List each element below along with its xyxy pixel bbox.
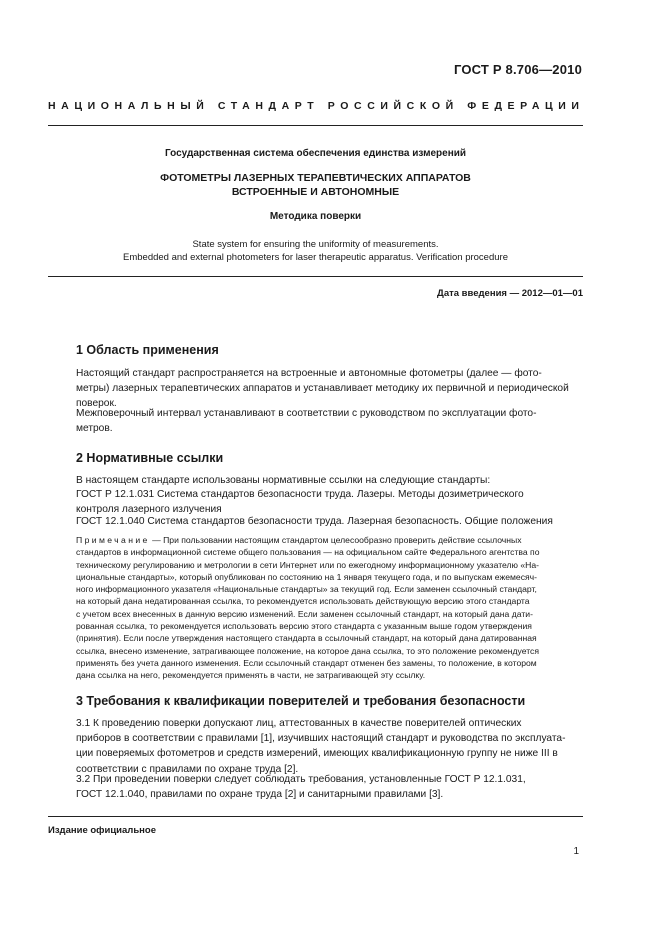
note-text: — При пользовании настоящим стандартом целесообразно проверить действие ссылочных <box>149 535 522 545</box>
system-title: Государственная система обеспечения единства измерений <box>164 148 467 159</box>
text-line: применять без учета данного изменения. Если ссылочный стандарт отменен без замены, то положение, в котором <box>76 657 537 668</box>
text-line: 3.1 К проведению поверки допускают лиц, аттестованных в качестве поверителей оптических <box>76 718 522 729</box>
text-line: Межповерочный интервал устанавливают в соответствии с руководством по эксплуатации фото- <box>76 408 537 419</box>
text-line: на который дана недатированная ссылка, то рекомендуется использовать действующую версию этого стандарта <box>76 596 530 607</box>
introduction-date: Дата введения — 2012—01—01 <box>437 288 583 299</box>
english-title-line-2: Embedded and external photometers for laser therapeutic apparatus. Verification procedure <box>123 252 508 263</box>
text-line: с учетом всех внесенных в данную версию изменений. Если заменен ссылочный стандарт, на который дана дати- <box>76 608 533 619</box>
section-1-paragraph-1 <box>76 366 582 412</box>
text-line: контроля лазерного излучения <box>76 504 222 516</box>
section-2-intro <box>76 473 582 488</box>
text-line: стандартов в информационной системе общего пользования — на официальном сайте Федерального агентства по <box>76 547 540 558</box>
text-line: В настоящем стандарте использованы нормативные ссылки на следующие стандарты: <box>76 475 491 486</box>
section-2-heading: 2 Нормативные ссылки <box>76 451 224 465</box>
text-line: Настоящий стандарт распространяется на встроенные и автономные фотометры (далее — фото- <box>76 368 542 379</box>
footer-divider <box>48 816 583 817</box>
text-line: приборов в соответствии с правилами [1], изучивших настоящий стандарт и руководства по эксплуата- <box>76 733 566 745</box>
text-line: техническому регулированию и метрологии в сети Интернет или по ежегодному информационному указателю «На- <box>76 559 540 570</box>
text-line: ГОСТ 12.1.040 Система стандартов безопасности труда. Лазерная безопасность. Общие положения <box>76 516 553 527</box>
main-title-line-1: ФОТОМЕТРЫ ЛАЗЕРНЫХ ТЕРАПЕВТИЧЕСКИХ АППАРАТОВ <box>160 172 471 184</box>
official-edition-label: Издание официальное <box>48 825 156 836</box>
section-3-paragraph-1 <box>76 716 582 777</box>
title-divider <box>48 276 583 277</box>
method-subtitle: Методика поверки <box>269 211 362 222</box>
reference-gost-12-1-040 <box>76 514 582 529</box>
text-line: циональные стандарты», который опубликован по состоянию на 1 января текущего года, и по выпускам ежемесяч- <box>76 571 537 582</box>
english-title-line-1: State system for ensuring the uniformity of measurements. <box>192 239 439 250</box>
text-line: ГОСТ Р 12.1.031 Система стандартов безопасности труда. Лазеры. Методы дозиметрического <box>76 489 524 500</box>
text-line: соответствии с правилами по охране труда [2]. <box>76 763 299 775</box>
text-line: (принятия). Если после утверждения настоящего стандарта в ссылочный стандарт, на который дана датированная <box>76 633 537 644</box>
text-line: ции поверяемых фотометров и средств измерений, имеющих квалификационную группу не ниже III в <box>76 748 558 760</box>
reference-gost-r-12-1-031 <box>76 487 582 517</box>
national-standard-banner: НАЦИОНАЛЬНЫЙ СТАНДАРТ РОССИЙСКОЙ ФЕДЕРАЦИИ <box>48 100 585 112</box>
text-line: ссылка, внесено изменение, затрагивающее положение, на которое дана ссылка, то это положение рекомендуется <box>76 645 539 656</box>
document-code: ГОСТ Р 8.706—2010 <box>453 62 582 77</box>
note-block <box>76 534 582 682</box>
note-label: Примечание <box>76 535 150 545</box>
text-line: рованная ссылка, то рекомендуется использовать версию этого стандарта с указанным выше годом утверждения <box>76 621 532 632</box>
section-3-paragraph-2 <box>76 772 582 802</box>
text-line: ГОСТ 12.1.040, правилами по охране труда [2] и санитарными правилами [3]. <box>76 789 444 801</box>
section-1-paragraph-2 <box>76 406 582 436</box>
page-number: 1 <box>573 846 579 857</box>
main-title-line-2: ВСТРОЕННЫЕ И АВТОНОМНЫЕ <box>231 186 400 198</box>
text-line: дана ссылка на него, рекомендуется применять в части, не затрагивающей эту ссылку. <box>76 670 426 681</box>
text-line <box>76 534 582 546</box>
section-3-heading: 3 Требования к квалификации поверителей и требования безопасности <box>76 694 526 708</box>
text-line: поверок. <box>76 398 117 410</box>
text-line: 3.2 При проведении поверки следует соблюдать требования, установленные ГОСТ Р 12.1.031, <box>76 774 526 785</box>
text-line: ного информационного указателя «Национальные стандарты» за текущий год. Если заменен ссылочный стандарт, <box>76 584 537 595</box>
text-line: метры) лазерных терапевтических аппаратов и устанавливает методику их первичной и периодической <box>76 383 569 395</box>
text-line: метров. <box>76 423 113 435</box>
top-divider <box>48 125 583 126</box>
section-1-heading: 1 Область применения <box>76 343 219 357</box>
